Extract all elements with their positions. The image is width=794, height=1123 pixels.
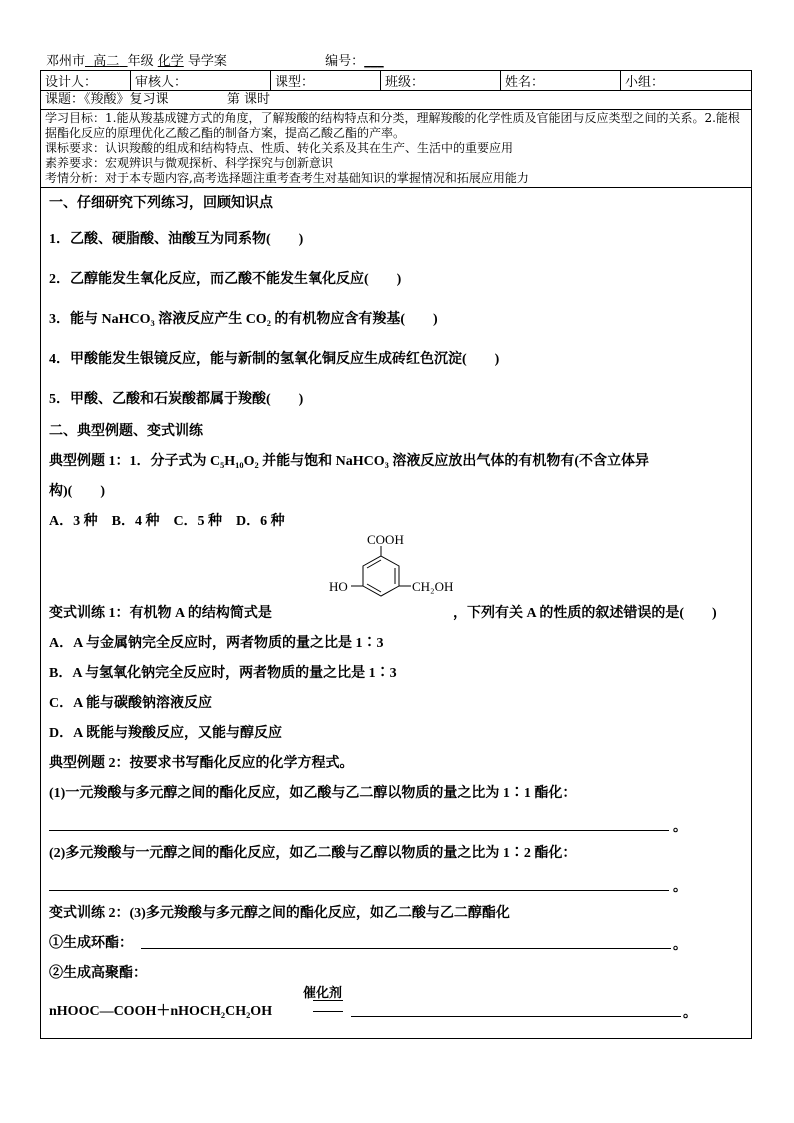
answer-line-polyester[interactable] <box>351 1016 681 1017</box>
cooh-label: COOH <box>367 532 404 547</box>
hydroxybenzoic-structure <box>299 532 454 614</box>
example2-q2: (2)多元羧酸与一元醇之间的酯化反应，如乙二酸与乙醇以物质的量之比为 1∶2 酯化： <box>49 846 577 861</box>
topic-title: 《羧酸》复习课 <box>84 92 169 107</box>
variant2-equation: nHOOC—COOH＋nHOCH₂CH₂OH <box>49 1004 273 1019</box>
header-doc-type: 导学案 <box>187 54 227 69</box>
exam-analysis: 考情分析：对于本专题内容,高考选择题注重考查考生对基础知识的掌握情况和拓展应用能力 <box>45 171 529 185</box>
literacy-requirement: 素养要求：宏观辨识与微观探析、科学探究与创新意识 <box>45 156 334 170</box>
learning-objective: 学习目标：1.能从羧基成键方式的角度，了解羧酸的结构特点和分类，理解羧酸的化学性质及官能团与反应类型之间的关系。2.能根据酯化反应的原理优化乙酸乙酯的制备方案，提高乙酸乙酯的产率。 <box>45 111 740 140</box>
header-city: 邓州市 <box>46 54 86 69</box>
header-number-value: ___ <box>364 54 384 69</box>
benzene-ring <box>363 556 399 596</box>
review-item-1: 1．乙酸、硬脂酸、油酸互为同系物( ) <box>49 232 304 247</box>
header-number-label: 编号： <box>325 54 365 69</box>
info-table <box>40 70 752 91</box>
header-grade: 高二 <box>93 54 120 69</box>
ho-label: HO <box>329 579 348 594</box>
section2-title: 二、典型例题、变式训练 <box>49 424 203 439</box>
answer-q1-period: 。 <box>673 820 687 835</box>
answer-line-cyclic[interactable] <box>141 948 671 949</box>
name-cell[interactable]: 姓名： <box>501 71 621 91</box>
answer-cyclic-period: 。 <box>673 938 687 953</box>
lesson-type-cell[interactable]: 课型： <box>271 71 381 91</box>
header-subject: 化学 <box>157 54 184 69</box>
answer-line-q1[interactable] <box>49 830 669 831</box>
example1-options: A．3 种 B．4 种 C．5 种 D．6 种 <box>49 514 285 529</box>
class-cell[interactable]: 班级： <box>381 71 501 91</box>
reviewer-cell[interactable]: 审核人： <box>131 71 271 91</box>
variant2-polyester-label: ②生成高聚酯： <box>49 966 147 981</box>
goals-section <box>41 110 751 188</box>
variant1-prefix: 变式训练 1：有机物 A 的结构简式是 <box>49 606 272 621</box>
designer-cell[interactable]: 设计人： <box>41 71 131 91</box>
variant1-option-d: D．A 既能与羧酸反应，又能与醇反应 <box>49 726 282 741</box>
variant1-option-c: C．A 能与碳酸钠溶液反应 <box>49 696 212 711</box>
example1-line2: 构)( ) <box>49 484 105 499</box>
reaction-arrow <box>313 1000 343 1012</box>
review-item-2: 2．乙醇能发生氧化反应，而乙酸不能发生氧化反应( ) <box>49 272 402 287</box>
answer-polyester-period: 。 <box>683 1006 697 1021</box>
document-header <box>46 50 384 69</box>
curriculum-standard: 课标要求：认识羧酸的组成和结构特点、性质、转化关系及其在生产、生活中的重要应用 <box>45 141 514 155</box>
variant2-cyclic-label: ①生成环酯： <box>49 936 133 951</box>
content-box <box>40 91 752 1039</box>
worksheet <box>40 70 752 1039</box>
exercise-area <box>41 188 751 1038</box>
topic-period: 第 课时 <box>226 92 270 107</box>
review-item-5: 5．甲酸、乙酸和石炭酸都属于羧酸( ) <box>49 392 304 407</box>
topic-label: 课题： <box>45 92 85 107</box>
variant1-option-b: B．A 与氢氧化钠完全反应时，两者物质的量之比是 1∶3 <box>49 666 397 681</box>
review-item-4: 4．甲酸能发生银镜反应，能与新制的氢氧化铜反应生成砖红色沉淀( ) <box>49 352 500 367</box>
answer-q2-period: 。 <box>673 880 687 895</box>
variant1-option-a: A．A 与金属钠完全反应时，两者物质的量之比是 1∶3 <box>49 636 384 651</box>
topic-row <box>41 91 751 110</box>
header-grade-suffix: 年级 <box>127 54 154 69</box>
group-cell[interactable]: 小组： <box>621 71 752 91</box>
example1-line1: 典型例题 1：1．分子式为 C₅H₁₀O₂ 并能与饱和 NaHCO₃ 溶液反应放出气体的有机物有(不含立体异 <box>49 454 650 469</box>
review-item-3: 3．能与 NaHCO₃ 溶液反应产生 CO₂ 的有机物应含有羧基( ) <box>49 312 438 327</box>
ch2oh-label: CH₂OH <box>412 579 454 594</box>
example2-q1: (1)一元羧酸与多元醇之间的酯化反应，如乙酸与乙二醇以物质的量之比为 1∶1 酯化： <box>49 786 577 801</box>
ring-double-bond-3 <box>367 584 381 592</box>
catalyst-label: 催化剂 <box>303 985 343 1000</box>
variant2-title: 变式训练 2：(3)多元羧酸与多元醇之间的酯化反应，如乙二酸与乙二醇酯化 <box>49 906 510 921</box>
section1-title: 一、仔细研究下列练习，回顾知识点 <box>49 196 273 211</box>
answer-line-q2[interactable] <box>49 890 669 891</box>
example2-title: 典型例题 2：按要求书写酯化反应的化学方程式。 <box>49 756 354 771</box>
ring-double-bond-1 <box>367 560 381 568</box>
variant1-suffix: ，下列有关 A 的性质的叙述错误的是( ) <box>453 606 717 621</box>
